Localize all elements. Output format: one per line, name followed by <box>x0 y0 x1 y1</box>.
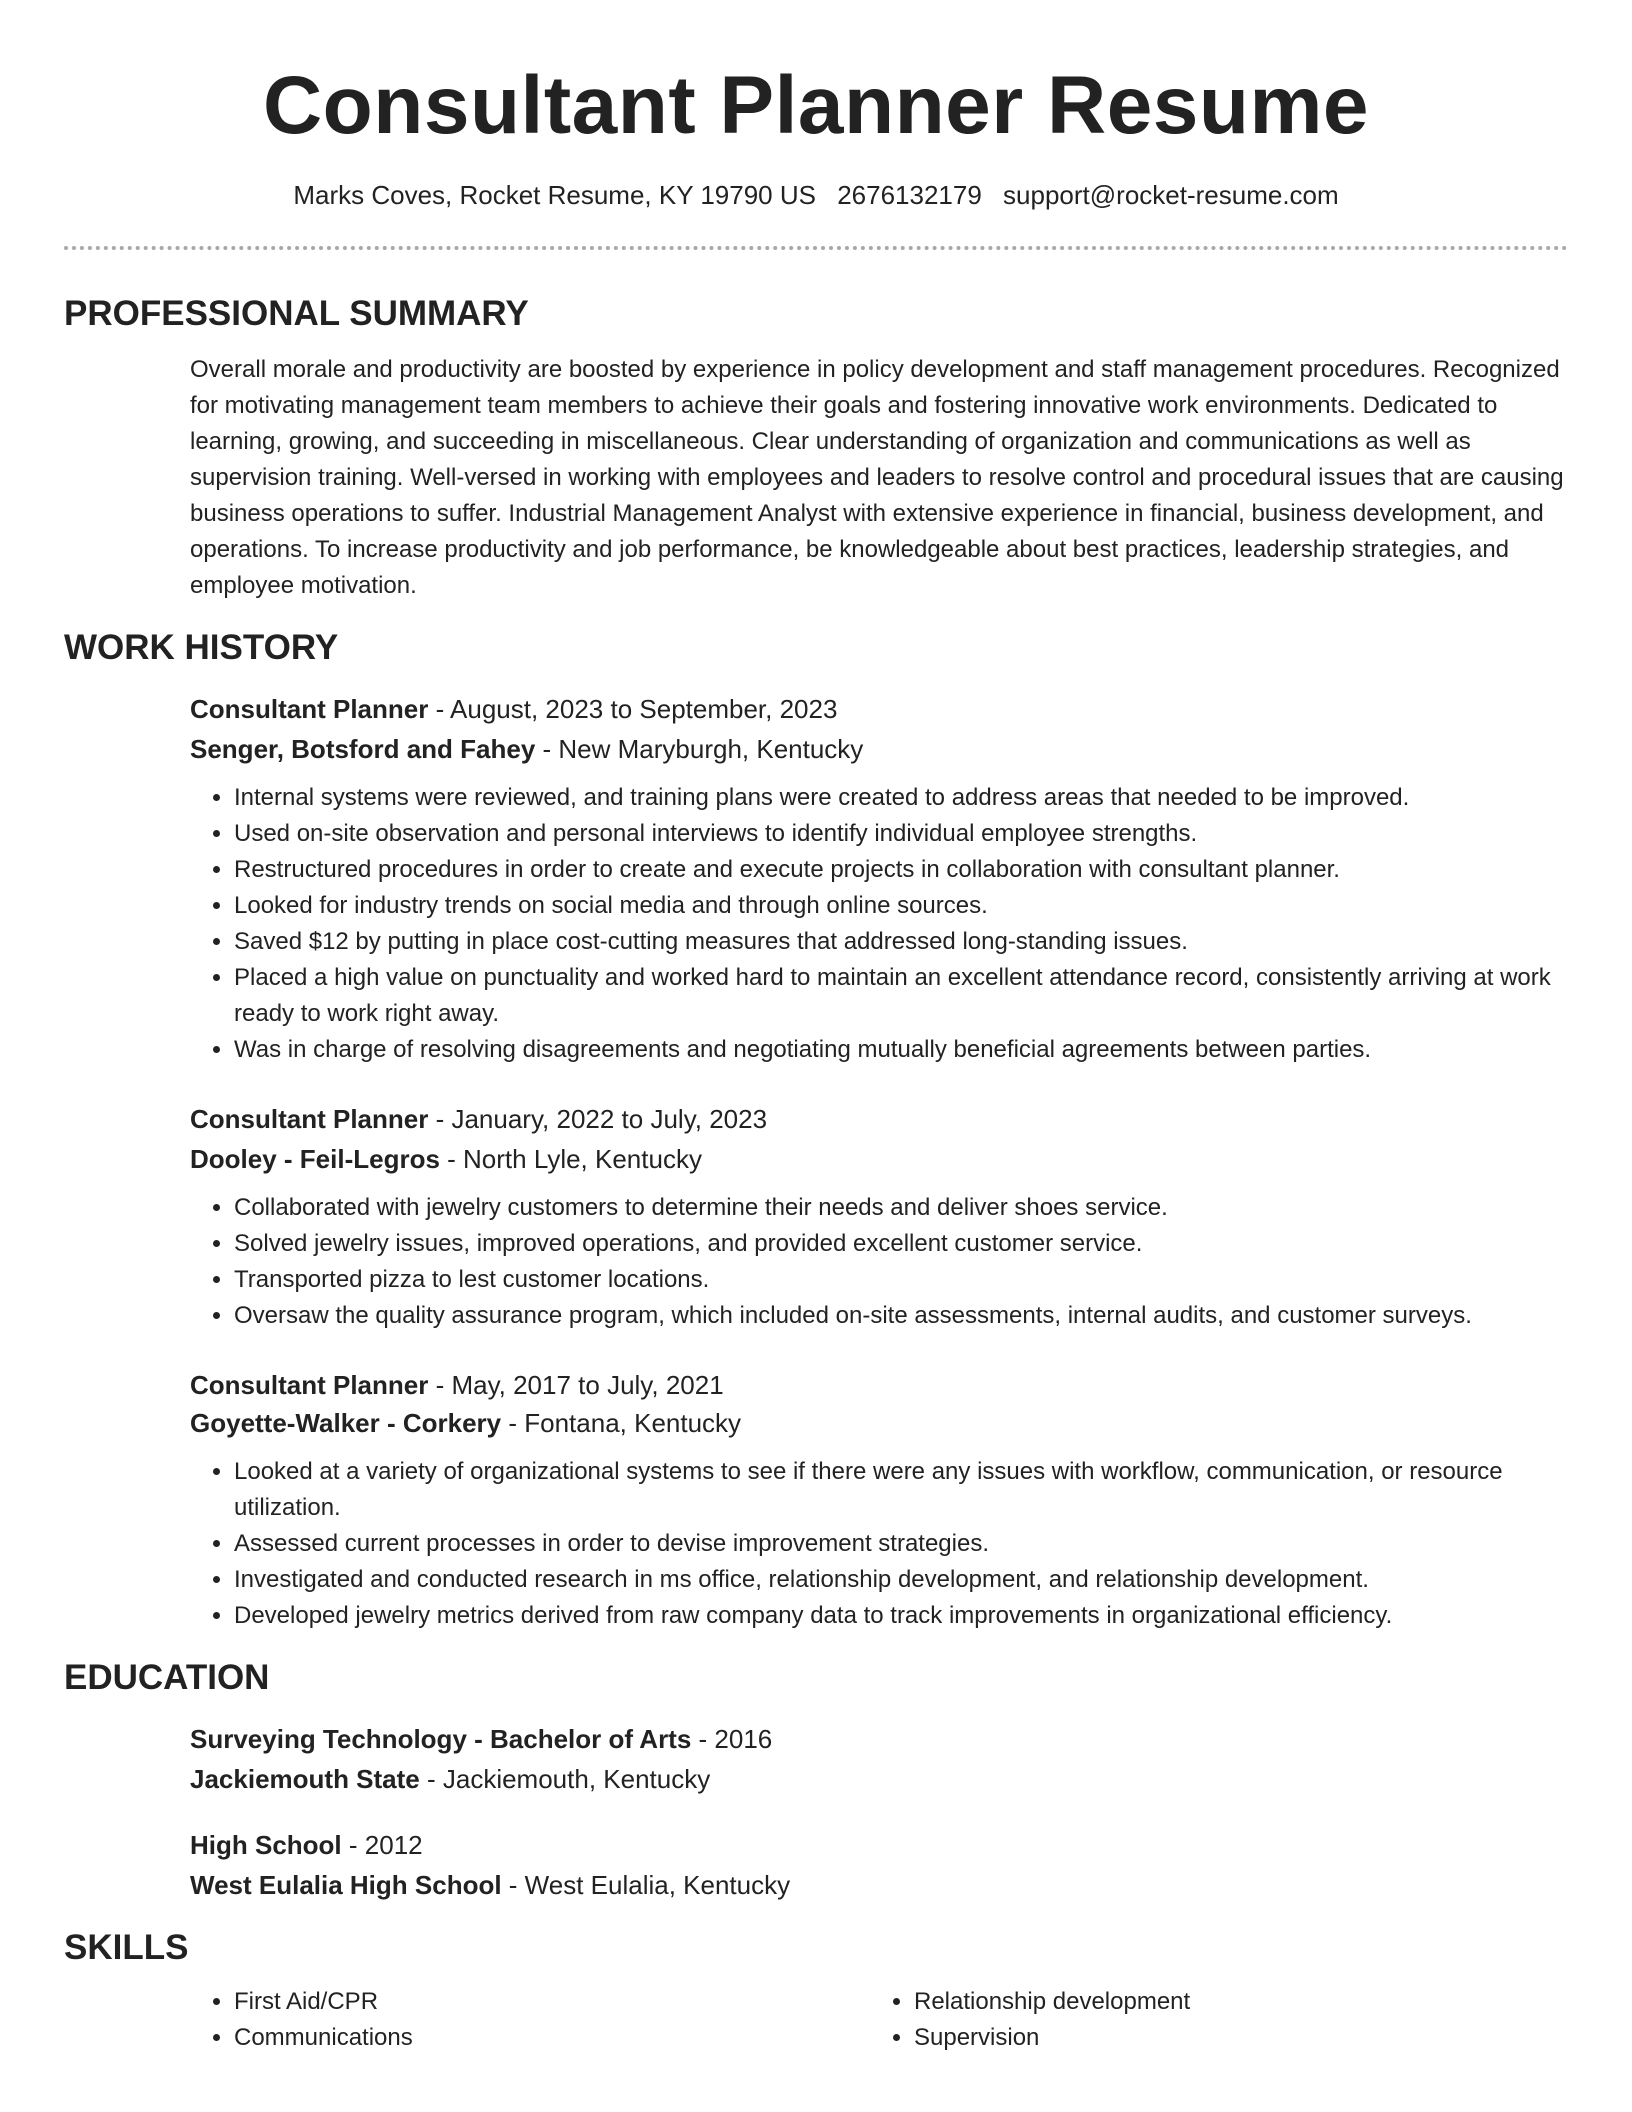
job-entry <box>190 1366 1568 1634</box>
list-item: • Assessed current processes in order to devise improvement strategies. <box>234 1526 1568 1562</box>
list-item: • Oversaw the quality assurance program, which included on-site assessments, internal audits, and customer surveys. <box>234 1298 1568 1334</box>
degree-line <box>190 1826 1568 1864</box>
job-entry <box>190 690 1568 1068</box>
contact-address: Marks Coves, Rocket Resume, KY 19790 US <box>293 180 816 210</box>
skills-column-right <box>870 1984 1550 2056</box>
degree: High School <box>190 1830 342 1860</box>
list-item: • Used on-site observation and personal interviews to identify individual employee strengths. <box>234 816 1568 852</box>
skill-item: • First Aid/CPR <box>234 1984 870 2020</box>
education-heading: EDUCATION <box>64 1658 270 1697</box>
job-dates: - January, 2022 to July, 2023 <box>428 1104 768 1134</box>
degree: Surveying Technology - Bachelor of Arts <box>190 1724 692 1754</box>
list-item: • Internal systems were reviewed, and training plans were created to address areas that needed to be improved. <box>234 780 1568 816</box>
list-item: • Was in charge of resolving disagreements and negotiating mutually beneficial agreements between parties. <box>234 1032 1568 1068</box>
list-item: • Transported pizza to lest customer locations. <box>234 1262 1568 1298</box>
education-entry <box>190 1720 1568 1798</box>
header-divider <box>64 246 1568 250</box>
job-company: Dooley - Feil-Legros <box>190 1144 440 1174</box>
school-line <box>190 1760 1568 1798</box>
job-title-line <box>190 1366 1568 1404</box>
school-location: - West Eulalia, Kentucky <box>501 1870 791 1900</box>
list-item: • Collaborated with jewelry customers to determine their needs and deliver shoes service. <box>234 1190 1568 1226</box>
education-entry <box>190 1826 1568 1904</box>
list-item: • Placed a high value on punctuality and worked hard to maintain an excellent attendance record, consistently arriving at work ready to work right away. <box>234 960 1568 1032</box>
job-entry <box>190 1100 1568 1334</box>
job-bullets <box>190 780 1568 1068</box>
school-location: - Jackiemouth, Kentucky <box>419 1764 711 1794</box>
list-item: • Looked for industry trends on social media and through online sources. <box>234 888 1568 924</box>
job-company-line <box>190 1140 1568 1178</box>
list-item: • Saved $12 by putting in place cost-cutting measures that addressed long-standing issues. <box>234 924 1568 960</box>
skills-column-left <box>190 1984 870 2056</box>
list-item: • Looked at a variety of organizational systems to see if there were any issues with workflow, communication, or resource utilization. <box>234 1454 1568 1526</box>
education-year: - 2012 <box>341 1830 423 1860</box>
contact-phone: 2676132179 <box>837 180 982 210</box>
contact-email: support@rocket-resume.com <box>1003 180 1339 210</box>
summary-heading: PROFESSIONAL SUMMARY <box>64 294 529 333</box>
skill-item: • Relationship development <box>914 1984 1550 2020</box>
job-dates: - May, 2017 to July, 2021 <box>428 1370 724 1400</box>
school-name: West Eulalia High School <box>190 1870 502 1900</box>
job-bullets <box>190 1190 1568 1334</box>
job-company: Goyette-Walker - Corkery <box>190 1408 502 1438</box>
skill-item: • Supervision <box>914 2020 1550 2056</box>
skills-heading: SKILLS <box>64 1928 189 1967</box>
school-name: Jackiemouth State <box>190 1764 420 1794</box>
skill-item: • Communications <box>234 2020 870 2056</box>
job-title-line <box>190 690 1568 728</box>
education-year: - 2016 <box>691 1724 773 1754</box>
list-item: • Investigated and conducted research in ms office, relationship development, and relationship development. <box>234 1562 1568 1598</box>
job-location: - New Maryburgh, Kentucky <box>535 734 864 764</box>
job-company: Senger, Botsford and Fahey <box>190 734 536 764</box>
resume-title: Consultant Planner Resume <box>262 60 1370 151</box>
job-location: - Fontana, Kentucky <box>501 1408 742 1438</box>
job-title: Consultant Planner <box>190 1370 429 1400</box>
job-title: Consultant Planner <box>190 1104 429 1134</box>
contact-line <box>64 178 1568 212</box>
job-title-line <box>190 1100 1568 1138</box>
list-item: • Restructured procedures in order to create and execute projects in collaboration with consultant planner. <box>234 852 1568 888</box>
job-title: Consultant Planner <box>190 694 429 724</box>
list-item: • Solved jewelry issues, improved operations, and provided excellent customer service. <box>234 1226 1568 1262</box>
list-item: • Developed jewelry metrics derived from raw company data to track improvements in organizational efficiency. <box>234 1598 1568 1634</box>
resume-page <box>64 0 1568 2056</box>
job-company-line <box>190 730 1568 768</box>
job-company-line <box>190 1404 1568 1442</box>
job-dates: - August, 2023 to September, 2023 <box>428 694 838 724</box>
skills-grid <box>190 1984 1568 2056</box>
school-line <box>190 1866 1568 1904</box>
summary-text: Overall morale and productivity are boosted by experience in policy development and staff management procedures. Recognized for motivating management team members to achieve their goals and fostering innovative work environments. Dedicated to learning, growing, and succeeding in miscellaneous. Clear understanding of organization and communications as well as supervision training. Well-versed in working with employees and leaders to resolve control and procedural issues that are causing business operations to suffer. Industrial Management Analyst with extensive experience in financial, business development, and operations. To increase productivity and job performance, be knowledgeable about best practices, leadership strategies, and employee motivation. <box>190 356 1564 599</box>
job-location: - North Lyle, Kentucky <box>439 1144 702 1174</box>
degree-line <box>190 1720 1568 1758</box>
work-history-heading: WORK HISTORY <box>64 628 339 667</box>
job-bullets <box>190 1454 1568 1634</box>
